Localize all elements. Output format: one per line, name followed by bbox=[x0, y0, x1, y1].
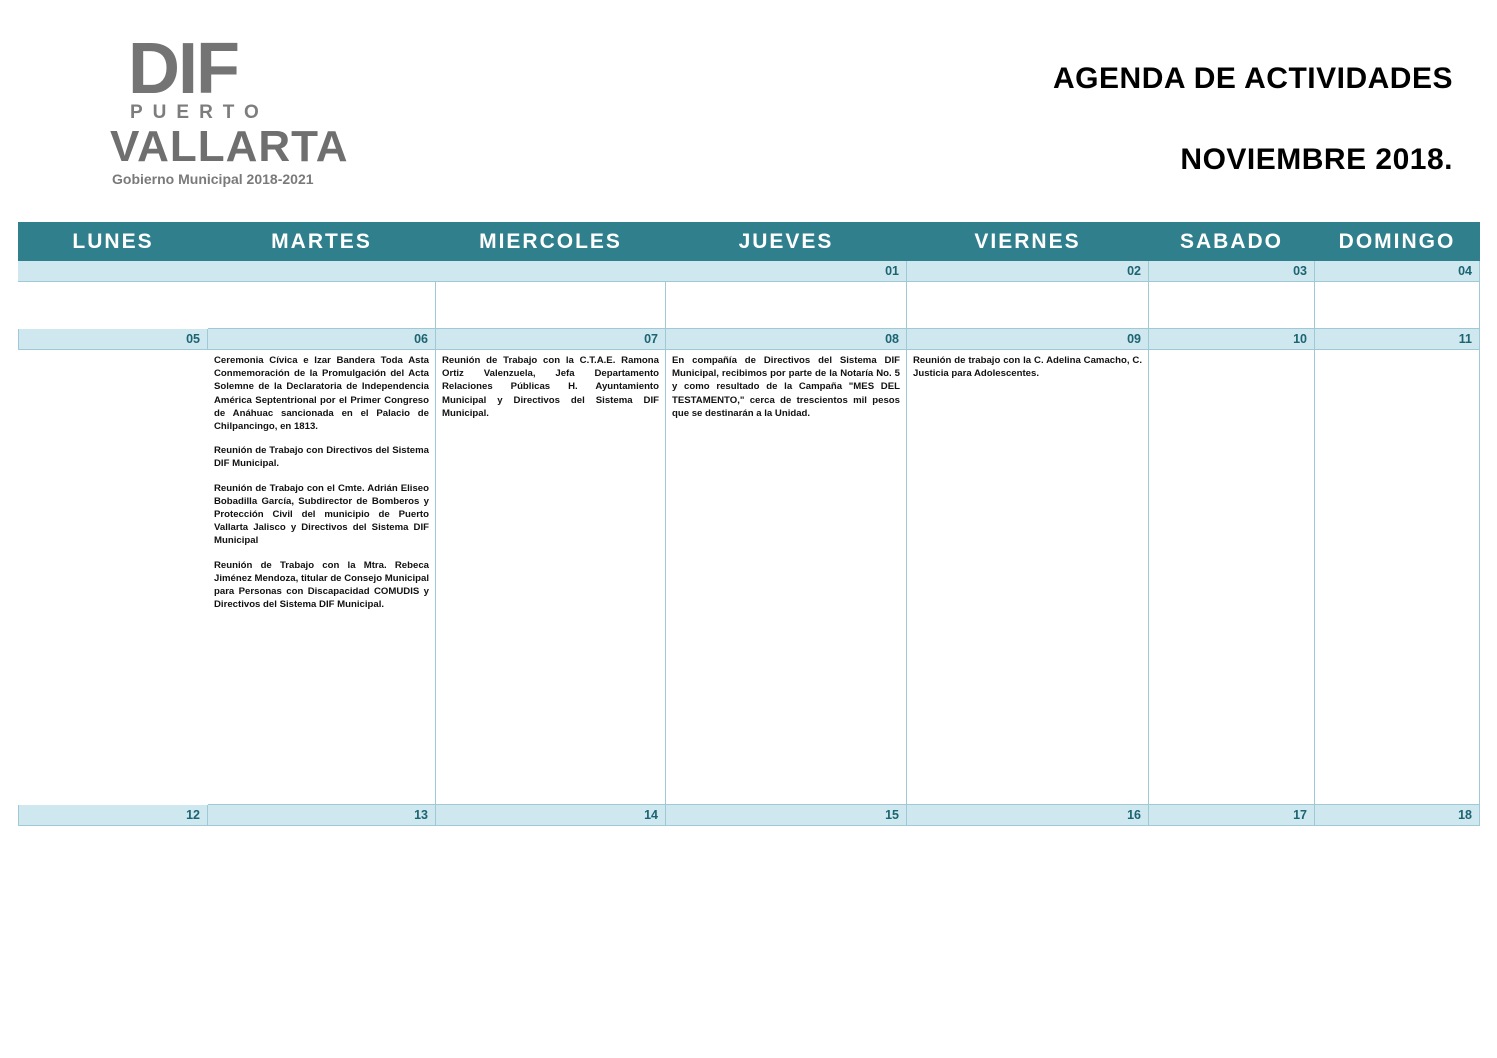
date-cell: 16 bbox=[907, 805, 1149, 826]
day-cell bbox=[208, 282, 436, 329]
date-cell: 10 bbox=[1149, 329, 1315, 350]
logo-dif-text: DIF bbox=[128, 29, 238, 109]
day-cell bbox=[436, 350, 666, 805]
dayname-viernes: VIERNES bbox=[907, 223, 1149, 261]
day-cell bbox=[1149, 282, 1315, 329]
dayname-jueves: JUEVES bbox=[666, 223, 907, 261]
date-cell: 03 bbox=[1149, 261, 1315, 282]
logo-vallarta-text: VALLARTA bbox=[110, 122, 349, 171]
day-cell bbox=[19, 350, 208, 805]
date-cell: 04 bbox=[1315, 261, 1480, 282]
calendar-header-row bbox=[19, 223, 1480, 261]
date-cell: 01 bbox=[666, 261, 907, 282]
dayname-lunes: LUNES bbox=[19, 223, 208, 261]
date-cell: 07 bbox=[436, 329, 666, 350]
date-cell bbox=[19, 261, 208, 282]
date-cell: 11 bbox=[1315, 329, 1480, 350]
date-cell: 12 bbox=[19, 805, 208, 826]
logo-gobierno-text: Gobierno Municipal 2018-2021 bbox=[112, 171, 314, 187]
date-cell: 14 bbox=[436, 805, 666, 826]
day-cell bbox=[907, 282, 1149, 329]
date-cell bbox=[208, 261, 436, 282]
day-cell bbox=[907, 350, 1149, 805]
week2-date-row bbox=[19, 329, 1480, 350]
event-text: Reunión de Trabajo con el Cmte. Adrián Eliseo Bobadilla García, Subdirector de Bomberos y Protección Civil del municipio de Puerto Vallarta Jalisco y Directivos del Sistema DIF Municipal bbox=[214, 482, 429, 547]
date-cell: 09 bbox=[907, 329, 1149, 350]
page-subtitle: NOVIEMBRE 2018. bbox=[1180, 143, 1453, 176]
event-text: Reunión de Trabajo con Directivos del Sistema DIF Municipal. bbox=[214, 445, 429, 470]
dayname-miercoles: MIERCOLES bbox=[436, 223, 666, 261]
dayname-martes: MARTES bbox=[208, 223, 436, 261]
page-header bbox=[18, 0, 1479, 222]
date-cell: 13 bbox=[208, 805, 436, 826]
day-cell bbox=[19, 282, 208, 329]
day-cell bbox=[666, 350, 907, 805]
day-cell bbox=[1149, 350, 1315, 805]
week2-body-row bbox=[19, 350, 1480, 805]
day-cell bbox=[666, 282, 907, 329]
event-text: Reunión de Trabajo con la Mtra. Rebeca Jiménez Mendoza, titular de Consejo Municipal para Personas con Discapacidad COMUDIS y Directivos del Sistema DIF Municipal. bbox=[214, 559, 429, 611]
title-block bbox=[1053, 62, 1453, 177]
week1-body-row bbox=[19, 282, 1480, 329]
logo-puerto-text: PUERTO bbox=[130, 102, 269, 123]
event-text: Reunión de trabajo con la C. Adelina Camacho, C. Justicia para Adolescentes. bbox=[913, 355, 1142, 380]
day-cell bbox=[1315, 350, 1480, 805]
day-cell bbox=[1315, 282, 1480, 329]
day-cell bbox=[208, 350, 436, 805]
date-cell: 02 bbox=[907, 261, 1149, 282]
date-cell: 08 bbox=[666, 329, 907, 350]
dayname-domingo: DOMINGO bbox=[1315, 223, 1480, 261]
date-cell: 15 bbox=[666, 805, 907, 826]
week3-date-row bbox=[19, 805, 1480, 826]
date-cell: 17 bbox=[1149, 805, 1315, 826]
dif-logo bbox=[110, 29, 430, 187]
date-cell: 06 bbox=[208, 329, 436, 350]
day-cell bbox=[436, 282, 666, 329]
date-cell: 18 bbox=[1315, 805, 1480, 826]
date-cell bbox=[436, 261, 666, 282]
calendar-table bbox=[18, 222, 1480, 826]
dayname-sabado: SABADO bbox=[1149, 223, 1315, 261]
page-title: AGENDA DE ACTIVIDADES bbox=[1053, 62, 1453, 95]
event-text: Reunión de Trabajo con la C.T.A.E. Ramona Ortiz Valenzuela, Jefa Departamento Relaciones Públicas H. Ayuntamiento Municipal y Directivos del Sistema DIF Municipal. bbox=[442, 355, 659, 419]
event-text: En compañía de Directivos del Sistema DIF Municipal, recibimos por parte de la Notaría No. 5 y como resultado de la Campaña "MES DEL TESTAMENTO," cerca de trescientos mil pesos que se destinarán a la Unidad. bbox=[672, 355, 900, 419]
event-text: Ceremonia Cívica e Izar Bandera Toda Asta Conmemoración de la Promulgación del Acta Solemne de la Declaratoria de Independencia América Septentrional por el Primer Congreso de Anáhuac sancionada en el Palacio de Chilpancingo, en 1813. bbox=[214, 355, 429, 433]
week1-date-row bbox=[19, 261, 1480, 282]
date-cell: 05 bbox=[19, 329, 208, 350]
